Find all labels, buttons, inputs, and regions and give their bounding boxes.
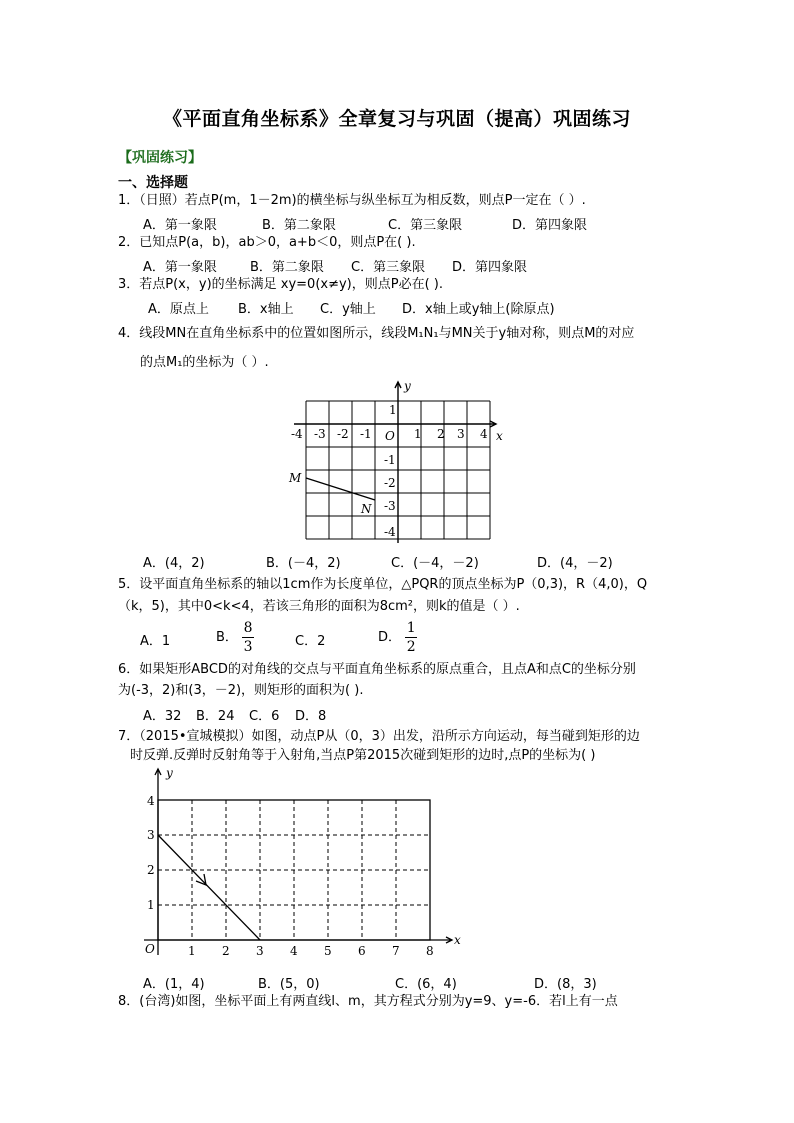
q2-option-c: C．第三象限 <box>351 260 426 275</box>
question-5-line1: 5．设平面直角坐标系的轴以1cm作为长度单位，△PQR的顶点坐标为P（0,3)，R（4,0)，Q <box>118 577 648 592</box>
q3-option-c: C．y轴上 <box>320 302 376 317</box>
question-6-line2: 为(-3，2)和(3，－2)，则矩形的面积为( ). <box>118 683 364 698</box>
q4-option-b: B．(－4，2) <box>266 556 341 571</box>
q5-option-c: C．2 <box>295 634 326 649</box>
question-2: 2．已知点P(a，b)，ab＞0，a+b＜0，则点P在( ). <box>118 235 416 250</box>
q7-x-tick: 4 <box>290 944 298 958</box>
q4-x-tick: 2 <box>437 427 445 441</box>
q4-y-label: y <box>404 379 411 393</box>
q2-option-b: B．第二象限 <box>250 260 324 275</box>
q6-option-d: D．8 <box>295 709 327 724</box>
q7-x-tick: 5 <box>324 944 332 958</box>
question-7-line1: 7．（2015•宣城模拟）如图，动点P从（0，3）出发，沿所示方向运动，每当碰到矩形的边 <box>118 729 640 744</box>
q1-option-b: B．第二象限 <box>262 218 336 233</box>
q4-x-tick: 1 <box>414 427 422 441</box>
fraction-1-2: $\frac{1}{2}$ <box>406 620 416 655</box>
q7-x-tick: 3 <box>256 944 264 958</box>
section-heading: 一、选择题 <box>118 175 188 191</box>
question-1: 1．（日照）若点P(m，1－2m)的横坐标与纵坐标互为相反数，则点P一定在（ ）. <box>118 193 586 208</box>
page-title: 《平面直角坐标系》全章复习与巩固（提高）巩固练习 <box>162 108 631 130</box>
q5-option-a: A．1 <box>140 634 171 649</box>
q7-x-tick: 6 <box>358 944 366 958</box>
q3-option-a: A．原点上 <box>148 302 209 317</box>
q5-option-b <box>216 620 254 655</box>
q1-option-a: A．第一象限 <box>143 218 217 233</box>
q4-x-label: x <box>496 429 503 443</box>
q7-x-tick: 2 <box>222 944 230 958</box>
q4-x-tick: -1 <box>360 427 372 441</box>
q7-x-tick: 1 <box>188 944 196 958</box>
q7-origin-label: O <box>145 942 155 956</box>
question-8-line1: 8．(台湾)如图，坐标平面上有两直线l、m，其方程式分别为y=9、y=-6．若l上有一点 <box>118 994 618 1009</box>
q7-rectangle-figure <box>130 765 475 960</box>
q6-option-c: C．6 <box>249 709 280 724</box>
path-of-point-p <box>158 835 260 940</box>
q7-y-label: y <box>166 766 173 780</box>
question-4-line1: 4．线段MN在直角坐标系中的位置如图所示，线段M₁N₁与MN关于y轴对称，则点M的对应 <box>118 326 635 341</box>
fraction-8-3: $\frac{8}{3}$ <box>243 620 253 655</box>
question-5-line2: （k，5)，其中0<k<4，若该三角形的面积为8cm²，则k的值是（ ）. <box>118 599 520 614</box>
q4-y-tick: -1 <box>384 453 396 467</box>
q7-x-tick: 7 <box>392 944 400 958</box>
q4-option-a: A．(4，2) <box>143 556 205 571</box>
q4-y-tick: -2 <box>384 476 396 490</box>
q4-grid-figure <box>280 378 510 548</box>
q4-x-tick: 4 <box>480 427 488 441</box>
q7-x-tick: 8 <box>426 944 434 958</box>
q1-option-d: D．第四象限 <box>512 218 588 233</box>
q4-x-tick: -4 <box>291 427 303 441</box>
q7-option-c: C．(6，4) <box>395 977 457 992</box>
q7-y-tick: 2 <box>147 863 155 877</box>
q4-origin-label: O <box>385 429 395 443</box>
q4-x-tick: -2 <box>337 427 349 441</box>
q2-option-a: A．第一象限 <box>143 260 217 275</box>
q4-x-tick: -3 <box>314 427 326 441</box>
q7-y-tick: 3 <box>147 828 155 842</box>
q4-y-tick: -3 <box>384 499 396 513</box>
q3-option-b: B．x轴上 <box>238 302 294 317</box>
q5-option-d <box>378 620 417 655</box>
q5-option-d-label: D． <box>378 630 402 645</box>
q7-option-d: D．(8，3) <box>534 977 597 992</box>
q7-x-label: x <box>454 933 461 947</box>
question-6-line1: 6．如果矩形ABCD的对角线的交点与平面直角坐标系的原点重合，且点A和点C的坐标分别 <box>118 662 636 677</box>
q7-y-tick: 1 <box>147 898 155 912</box>
question-7-line2: 时反弹.反弹时反射角等于入射角,当点P第2015次碰到矩形的边时,点P的坐标为( ) <box>130 748 596 763</box>
q4-option-c: C．(－4，－2) <box>391 556 479 571</box>
q5-option-b-label: B． <box>216 630 238 645</box>
section-label: 【巩固练习】 <box>118 150 202 166</box>
question-3: 3．若点P(x，y)的坐标满足 xy=0(x≠y)，则点P必在( ). <box>118 277 443 292</box>
q7-y-tick: 4 <box>147 794 155 808</box>
q6-option-b: B．24 <box>196 709 235 724</box>
q7-option-b: B．(5，0) <box>258 977 320 992</box>
segment-mn <box>306 478 375 500</box>
q4-x-tick: 3 <box>457 427 465 441</box>
q4-y-tick: -4 <box>384 525 396 539</box>
q4-y-tick: 1 <box>389 403 397 417</box>
question-4-line2: 的点M₁的坐标为（ ）. <box>140 355 269 370</box>
q3-option-d: D．x轴上或y轴上(除原点) <box>402 302 555 317</box>
q2-option-d: D．第四象限 <box>452 260 528 275</box>
point-m-label: M <box>289 471 302 485</box>
q1-option-c: C．第三象限 <box>388 218 463 233</box>
point-n-label: N <box>361 502 372 516</box>
q6-option-a: A．32 <box>143 709 182 724</box>
q4-option-d: D．(4，－2) <box>537 556 613 571</box>
q7-option-a: A．(1，4) <box>143 977 205 992</box>
